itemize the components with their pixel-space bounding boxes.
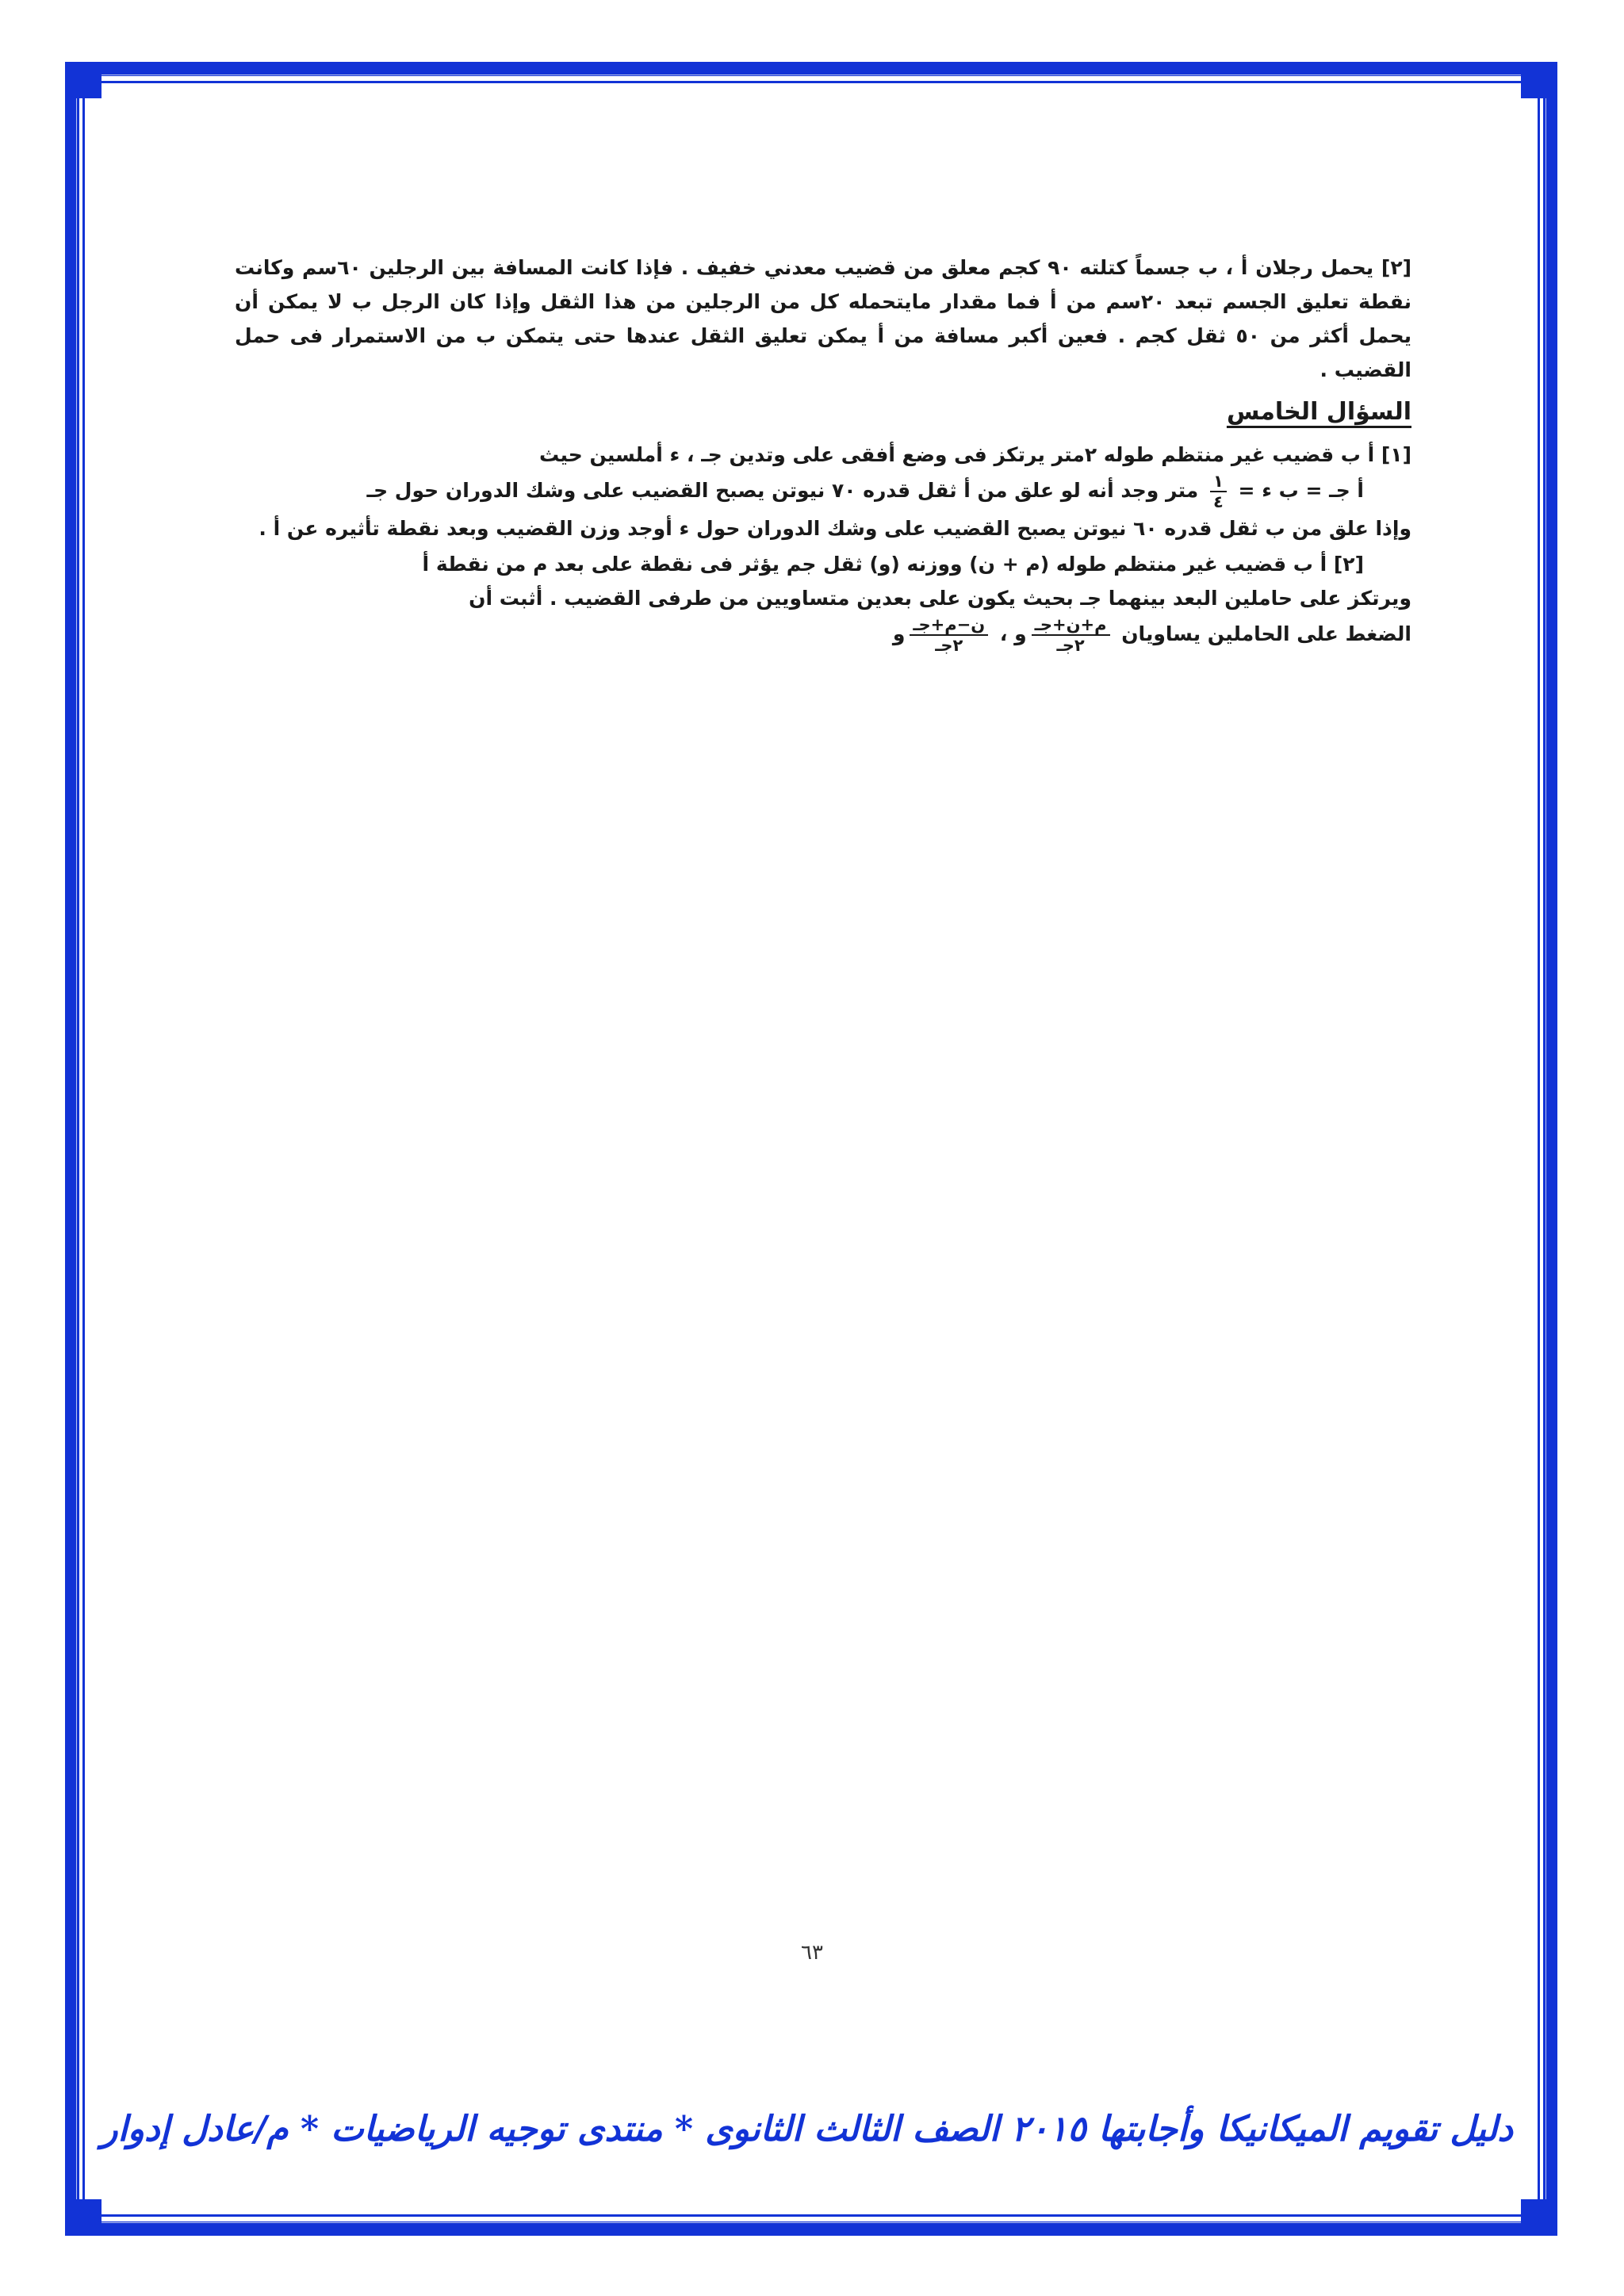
section-title: السؤال الخامس [1226,398,1411,426]
q5-1-line-3: وإذا علق من ب ثقل قدره ٦٠ نيوتن يصبح القضيب على وشك الدوران حول ء أوجد وزن القضيب وبعد نقطة تأثيره عن أ . [259,516,1411,540]
q5-2-line-3-prefix: الضغط على الحاملين يساويان [1121,622,1411,646]
frame-corner-top-right [1521,62,1557,98]
footer-caption: دليل تقويم الميكانيكا وأجابتها ٢٠١٥ الصف الثالث الثانوى * منتدى توجيه الرياضيات * م/عادل إدوار [101,2109,1513,2149]
fraction-denominator: ٢جـ [935,636,963,656]
page-number: ٦٣ [801,1941,823,1965]
section-heading [235,388,1411,438]
fraction-denominator: ٤ [1213,492,1224,511]
fraction-numerator: ١ [1210,472,1227,492]
q5-1-line-1: [١] أ ب قضيب غير منتظم طوله ٢متر يرتكز فى وضع أفقى على وتدين جـ ، ء أملسين حيث [539,442,1411,466]
q5-1-line-2 [235,472,1411,511]
q5-1-equation-prefix: أ جـ = ب ء = [1238,478,1364,502]
q5-1-equation-suffix: متر وجد أنه لو علق من أ ثقل قدره ٧٠ نيوتن يصبح القضيب على وشك الدوران حول جـ [366,478,1199,502]
q5-2-line-1: [٢] أ ب قضيب غير منتظم طوله (م + ن) ووزنه (و) ثقل جم يؤثر فى نقطة على بعد م من نقطة أ [422,552,1364,576]
q5-2-line-3 [235,615,1411,655]
fraction-denominator: ٢جـ [1056,636,1085,656]
fraction-numerator: ن−م+جـ [910,615,988,636]
q5-2-line-2: ويرتكز على حاملين البعد بينهما جـ بحيث يكون على بعدين متساويين من طرفى القضيب . أثبت أن [469,586,1411,610]
fraction-first-pressure [1032,615,1110,655]
fraction-quarter [1210,472,1227,511]
question-5-part-2 [235,547,1411,655]
document-body [235,251,1411,656]
question-5-part-1 [235,438,1411,545]
frame-corner-bottom-left [65,2199,102,2236]
weight-symbol: و [892,622,906,646]
fraction-numerator: م+ن+جـ [1032,615,1110,636]
comma-separator: ، [999,622,1008,646]
frame-corner-bottom-right [1521,2199,1557,2236]
frame-corner-top-left [65,62,102,98]
weight-symbol: و [1014,622,1027,646]
problem-paragraph-2-previous: [٢] يحمل رجلان أ ، ب جسماً كتلته ٩٠ كجم معلق من قضيب معدني خفيف . فإذا كانت المسافة بين الرجلين ٦٠سم وكانت نقطة تعليق الجسم تبعد ٢٠سم من أ فما مقدار مايتحمله كل من الرجلين من هذا الثقل وإذا كان الرجل ب لا يمكن أن يحمل أكثر من ٥٠ ثقل كجم . فعين أكبر مسافة من أ يمكن تعليق الثقل عندها حتى يتمكن ب من الاستمرار فى حمل القضيب . [235,256,1412,381]
fraction-second-pressure [910,615,988,655]
